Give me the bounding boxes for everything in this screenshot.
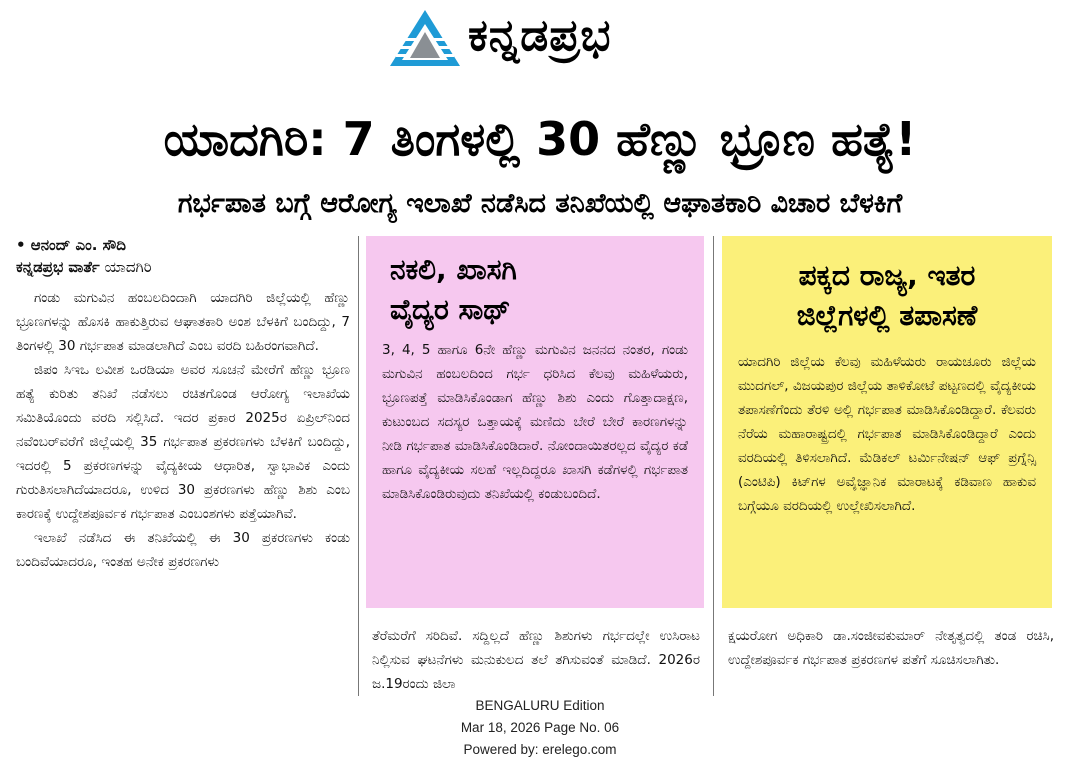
box-body: 3, 4, 5 ಹಾಗೂ 6ನೇ ಹೆಣ್ಣು ಮಗುವಿನ ಜನನದ ನಂತರ, ಗಂಡು ಮಗುವಿನ ಹಂಬಲದಿಂದ ಗರ್ಭ ಧರಿಸಿದ ಕೆಲವು ಮಹಿಳೆಯರು, ಭ್ರೂಣಪತ್ತೆ ಮಾಡಿಸಿಕೊಂಡಾಗ ಹೆಣ್ಣು ಶಿಶು ಎಂದು ಗೊತ್ತಾದಾಕ್ಷಣ, ಕುಟುಂಬದ ಸದಸ್ಯರ ಒತ್ತಾಯಕ್ಕೆ ಮಣಿದು ಬೇರೆ ಬೇರೆ ಕಾರಣಗಳನ್ನು ನೀಡಿ ಗರ್ಭಪಾತ ಮಾಡಿಸಿಕೊಂಡಿದಾರೆ. ನೋಂದಾಯಿತರಲ್ಲದ ವೈದ್ಯರ ಕಡೆ ಹಾಗೂ ವೈದ್ಯಕೀಯ ಸಲಹೆ ಇಲ್ಲದಿದ್ದರೂ ಖಾಸಗಿ ಕಡೆಗಳಲ್ಲಿ ಗರ್ಭಪಾತ ಮಾಡಿಸಿಕೊಂಡಿರುವುದು ತನಿಖೆಯಲ್ಲಿ ಕಂಡುಬಂದಿದೆ. [382,342,688,502]
byline-place: ಯಾದಗಿರಿ [104,258,152,276]
sidebar-box-yellow [722,236,1052,608]
headline: ಯಾದಗಿರಿ: 7 ತಿಂಗಳಲ್ಲಿ 30 ಹೆಣ್ಣು ಭ್ರೂಣ ಹತ್ಯೆ! [163,112,917,166]
date-page-label: Mar 18, 2026 Page No. 06 [460,720,620,735]
box-title [390,250,688,330]
edition-label: BENGALURU Edition [475,698,605,713]
box-body: ಯಾದಗಿರಿ ಜಿಲ್ಲೆಯ ಕೆಲವು ಮಹಿಳೆಯರು ರಾಯಚೂರು ಜಿಲ್ಲೆಯ ಮುದಗಲ್, ವಿಜಯಪುರ ಜಿಲ್ಲೆಯ ತಾಳಿಕೋಟೆ ಪಟ್ಟಣದಲ್ಲಿ ವೈದ್ಯಕೀಯ ತಪಾಸಣೆಗೆಂದು ತೆರಳಿ ಅಲ್ಲಿ ಗರ್ಭಪಾತ ಮಾಡಿಸಿಕೊಂಡಿದ್ದಾರೆ. ಕೆಲವರು ನೆರೆಯ ಮಹಾರಾಷ್ಟ್ರದಲ್ಲಿ ಗರ್ಭಪಾತ ಮಾಡಿಸಿಕೊಂಡಿದ್ದಾರೆ ಎಂದು ವರದಿಯಲ್ಲಿ ತಿಳಿಸಲಾಗಿದೆ. ಮೆಡಿಕಲ್ ಟರ್ಮಿನೇಷನ್ ಆಫ್ ಪ್ರಗ್ನೆನ್ಸಿ (ಎಂಟಿಪಿ) ಕಿಟ್‌ಗಳ ಅವೈಜ್ಞಾನಿಕ ಮಾರಾಟಕ್ಕೆ ಕಡಿವಾಣ ಹಾಕುವ ಬಗ್ಗೆಯೂ ವರದಿಯಲ್ಲಿ ಉಲ್ಲೇಖಿಸಲಾಗಿದೆ. [738,354,1036,514]
paragraph: ಗಂಡು ಮಗುವಿನ ಹಂಬಲದಿಂದಾಗಿ ಯಾದಗಿರಿ ಜಿಲ್ಲೆಯಲ್ಲಿ ಹೆಣ್ಣು ಭ್ರೂಣಗಳನ್ನು ಹೊಸಕಿ ಹಾಕುತ್ತಿರುವ ಆಘಾತಕಾರಿ ಅಂಶ ಬೆಳಕಿಗೆ ಬಂದಿದ್ದು, 7 ತಿಂಗಳಲ್ಲಿ 30 ಗರ್ಭಪಾತ ಮಾಡಲಾಗಿದೆ ಎಂಬ ವರದಿ ಬಹಿರಂಗವಾಗಿದೆ. [16,290,350,354]
subheadline: ಗರ್ಭಪಾತ ಬಗ್ಗೆ ಆರೋಗ್ಯ ಇಲಾಖೆ ನಡೆಸಿದ ತನಿಖೆಯಲ್ಲಿ ಆಘಾತಕಾರಿ ವಿಚಾರ ಬೆಳಕಿಗೆ [177,188,903,219]
byline-source-name: ಕನ್ನಡಪ್ರಭ ವಾರ್ತೆ [16,258,100,276]
powered-by-label: Powered by: erelego.com [463,742,617,757]
box-title-line: ಜಿಲ್ಲೆಗಳಲ್ಲಿ ತಪಾಸಣೆ [796,299,978,332]
paragraph: ಜಿಪಂ ಸಿಇಒ ಲವೀಶ ಒರಡಿಯಾ ಅವರ ಸೂಚನೆ ಮೇರೆಗೆ ಹೆಣ್ಣು ಭ್ರೂಣ ಹತ್ಯೆ ಕುರಿತು ತನಿಖೆ ನಡೆಸಲು ರಚಿತಗೊಂಡ ಆರೋಗ್ಯ ಇಲಾಖೆಯ ಸಮಿತಿಯೊಂದು ವರದಿ ಸಲ್ಲಿಸಿದೆ. ಇದರ ಪ್ರಕಾರ 2025ರ ಏಪ್ರಿಲ್‌ನಿಂದ ನವೆಂಬರ್‌ವರೆಗೆ ಜಿಲ್ಲೆಯಲ್ಲಿ 35 ಗರ್ಭಪಾತ ಪ್ರಕರಣಗಳು ಬೆಳಕಿಗೆ ಬಂದಿದ್ದು, ಇದರಲ್ಲಿ 5 ಪ್ರಕರಣಗಳನ್ನು ವೈದ್ಯಕೀಯ ಆಧಾರಿತ, ಸ್ವಾಭಾವಿಕ ಎಂದು ಗುರುತಿಸಲಾಗಿದೆಯಾದರೂ, ಉಳಿದ 30 ಪ್ರಕರಣಗಳು ಹೆಣ್ಣು ಶಿಶು ಎಂಬ ಕಾರಣಕ್ಕೆ ಉದ್ದೇಶಪೂರ್ವಕ ಗರ್ಭಪಾತ ಎಂಬಂಶಗಳು ಪತ್ತೆಯಾಗಿವೆ. [16,362,350,522]
box-title-line: ಪಕ್ಕದ ರಾಜ್ಯ, ಇತರ [798,259,976,292]
article-column-1 [16,286,350,694]
newspaper-logo: ಕನ್ನಡಪ್ರಭ [468,10,612,61]
column-divider [358,236,359,696]
byline-author: • ಆನಂದ್ ಎಂ. ಸೌದಿ [16,236,126,254]
column-divider [713,236,714,696]
sidebar-box-pink [366,236,704,608]
article-column-3-continued: ಕ್ಷಯರೋಗ ಅಧಿಕಾರಿ ಡಾ.ಸಂಜೀವಕುಮಾರ್ ನೇತೃತ್ವದಲ್ಲಿ ತಂಡ ರಚಿಸಿ, ಉದ್ದೇಶಪೂರ್ವಕ ಗರ್ಭಪಾತ ಪ್ರಕರಣಗಳ ಪತೆಗೆ ಸೂಚಿಸಲಾಗಿತು. [728,628,1054,668]
box-title [738,256,1036,336]
paragraph: ಇಲಾಖೆ ನಡೆಸಿದ ಈ ತನಿಖೆಯಲ್ಲಿ ಈ 30 ಪ್ರಕರಣಗಳು ಕಂಡು ಬಂದಿವೆಯಾದರೂ, ಇಂತಹ ಅನೇಕ ಪ್ರಕರಣಗಳು [16,530,350,570]
triangle-logo-icon [388,8,462,68]
article-column-2-continued: ತೆರೆಮರೆಗೆ ಸರಿದಿವೆ. ಸದ್ದಿಲ್ಲದೆ ಹೆಣ್ಣು ಶಿಶುಗಳು ಗರ್ಭದಲ್ಲೇ ಉಸಿರಾಟ ನಿಲ್ಲಿಸುವ ಘಟನೆಗಳು ಮನುಕುಲದ ತಲೆ ತಗಿಸುವಂತೆ ಮಾಡಿದೆ. 2026ರ ಜ.19ರಂದು ಜಿಲಾ [372,628,700,692]
byline-source [16,258,152,276]
masthead [0,0,1080,80]
box-title-line: ನಕಲಿ, ಖಾಸಗಿ [390,253,517,286]
box-title-line: ವೈದ್ಯರ ಸಾಥ್ [390,293,511,326]
